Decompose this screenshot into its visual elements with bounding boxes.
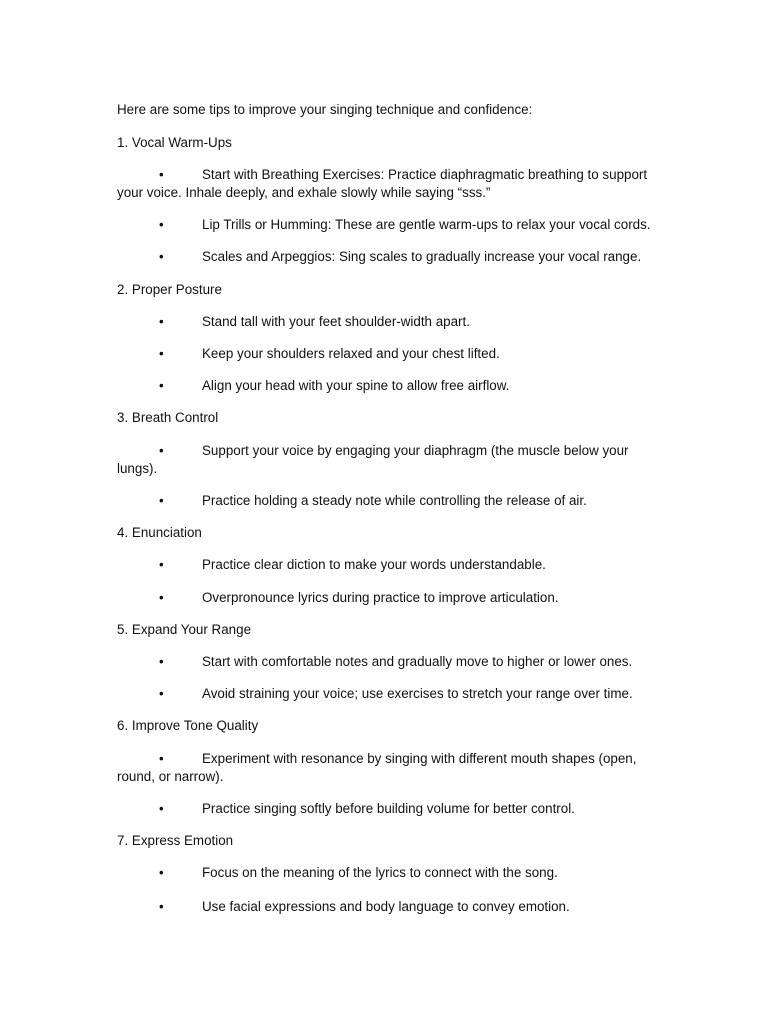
bullet-icon: • xyxy=(159,654,164,669)
list-item xyxy=(117,248,657,266)
list-item xyxy=(117,166,657,201)
section-heading: 5. Expand Your Range xyxy=(117,622,252,637)
bullet-icon: • xyxy=(159,167,164,182)
list-item-text: Start with Breathing Exercises: Practice diaphragmatic breathing to support your voice. Inhale deeply, and exhale slowly while saying “sss.” xyxy=(117,167,648,200)
list-item xyxy=(117,442,657,477)
list-item-text: Focus on the meaning of the lyrics to connect with the song. xyxy=(202,865,558,880)
list-item xyxy=(117,345,657,363)
bullet-icon: • xyxy=(159,346,164,361)
bullet-icon: • xyxy=(159,443,164,458)
section-heading: 2. Proper Posture xyxy=(117,282,222,297)
list-item xyxy=(117,313,657,331)
list-item-text: Support your voice by engaging your diaphragm (the muscle below your lungs). xyxy=(117,443,629,476)
bullet-icon: • xyxy=(159,217,164,232)
list-item-text: Practice clear diction to make your words understandable. xyxy=(202,557,546,572)
list-item-text: Scales and Arpeggios: Sing scales to gradually increase your vocal range. xyxy=(202,249,642,264)
list-item xyxy=(117,750,657,785)
list-item-text: Overpronounce lyrics during practice to improve articulation. xyxy=(202,590,559,605)
list-item-text: Avoid straining your voice; use exercises to stretch your range over time. xyxy=(202,686,633,701)
bullet-icon: • xyxy=(159,686,164,701)
list-item-text: Use facial expressions and body language to convey emotion. xyxy=(202,899,570,914)
bullet-icon: • xyxy=(159,751,164,766)
list-item xyxy=(117,653,657,671)
list-item xyxy=(117,800,657,818)
list-item-text: Start with comfortable notes and gradually move to higher or lower ones. xyxy=(202,654,633,669)
list-item xyxy=(117,685,657,703)
bullet-icon: • xyxy=(159,493,164,508)
list-item-text: Align your head with your spine to allow free airflow. xyxy=(202,378,510,393)
list-item-text: Lip Trills or Humming: These are gentle warm-ups to relax your vocal cords. xyxy=(202,217,651,232)
list-item xyxy=(117,556,657,574)
list-item-text: Experiment with resonance by singing with different mouth shapes (open, round, or narrow). xyxy=(117,751,637,784)
section-heading: 6. Improve Tone Quality xyxy=(117,718,259,733)
section-heading: 1. Vocal Warm-Ups xyxy=(117,135,232,150)
list-item xyxy=(117,589,657,607)
list-item xyxy=(117,492,657,510)
bullet-icon: • xyxy=(159,865,164,880)
section-heading: 3. Breath Control xyxy=(117,410,219,425)
bullet-icon: • xyxy=(159,557,164,572)
list-item xyxy=(117,377,657,395)
bullet-icon: • xyxy=(159,899,164,914)
list-item xyxy=(117,898,657,916)
bullet-icon: • xyxy=(159,314,164,329)
list-item-text: Practice singing softly before building volume for better control. xyxy=(202,801,575,816)
bullet-icon: • xyxy=(159,378,164,393)
intro-text: Here are some tips to improve your singing technique and confidence: xyxy=(117,102,533,117)
list-item-text: Keep your shoulders relaxed and your chest lifted. xyxy=(202,346,500,361)
bullet-icon: • xyxy=(159,249,164,264)
list-item xyxy=(117,216,657,234)
section-heading: 4. Enunciation xyxy=(117,525,202,540)
bullet-icon: • xyxy=(159,801,164,816)
list-item xyxy=(117,864,657,882)
list-item-text: Stand tall with your feet shoulder-width apart. xyxy=(202,314,470,329)
list-item-text: Practice holding a steady note while controlling the release of air. xyxy=(202,493,587,508)
bullet-icon: • xyxy=(159,590,164,605)
section-heading: 7. Express Emotion xyxy=(117,833,234,848)
